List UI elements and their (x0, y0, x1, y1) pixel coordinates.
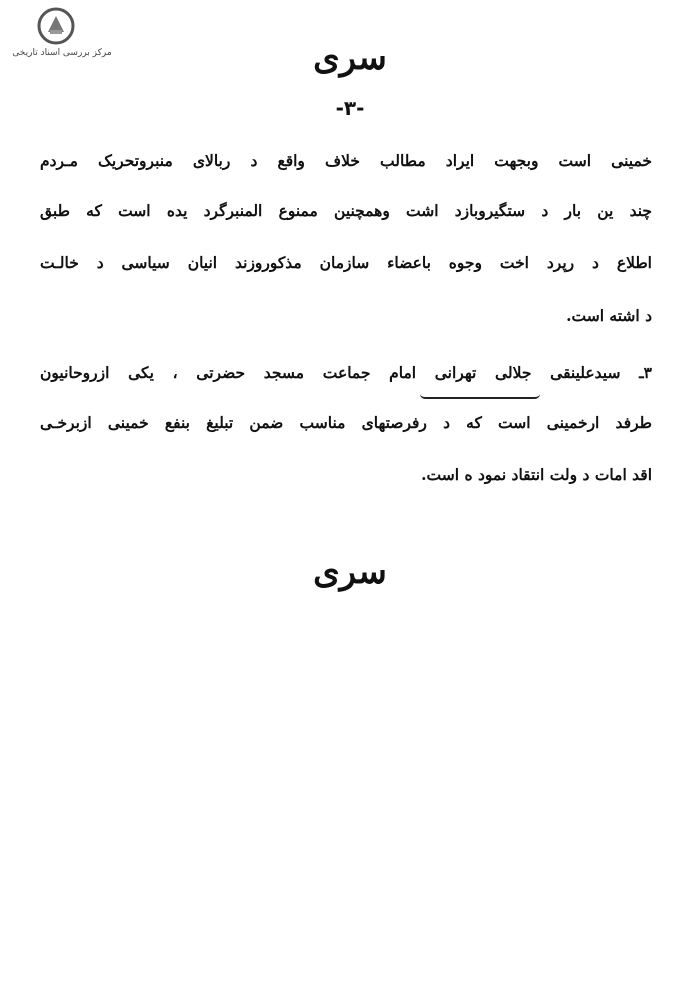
classification-top: سری (313, 38, 387, 78)
paragraph-1-line-3: اطلاع د رپرد اخت وجوه باعضاء سازمان مذکوروزند انیان سیاسی د خالـت (40, 253, 652, 272)
handwritten-underline (420, 394, 540, 399)
paragraph-1-line-4: د اشته است. (566, 306, 652, 325)
paragraph-2-line-1: ۳ـ سیدعلینقی جلالی تهرانی امام جماعت مسجد حضرتی ، یکی ازروحانیون (40, 363, 652, 382)
watermark-text: مرکز بررسی اسناد تاریخی (12, 48, 112, 58)
paragraph-2-line-2: طرفد ارخمینی است که د رفرصتهای مناسب ضمن تبلیغ بنفع خمینی ازبرخـی (40, 413, 652, 432)
archive-seal-icon (36, 6, 76, 46)
paragraph-2-line-3: اقد امات د ولت انتقاد نمود ه است. (421, 465, 652, 484)
watermark-logo (6, 6, 116, 66)
paragraph-1-line-2: چند ین بار د ستگیروبازد اشت وهمچنین ممنوع المنبرگرد یده است که طبق (40, 201, 652, 220)
classification-bottom: سری (313, 552, 387, 592)
paragraph-1-line-1: خمینی است وبجهت ایراد مطالب خلاف واقع د ربالای منبروتحریک مـردم (40, 151, 652, 170)
page-number: -۳- (335, 96, 365, 120)
